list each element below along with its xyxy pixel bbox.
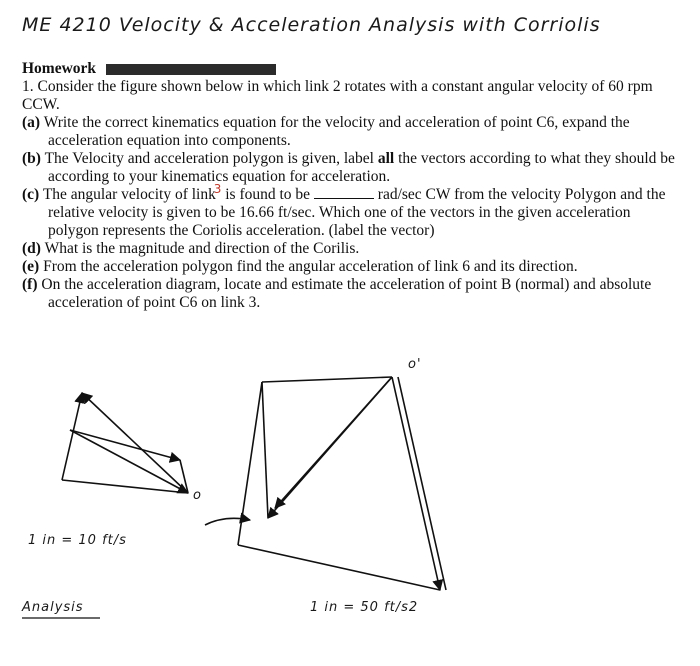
- accel-vector-3: [238, 545, 440, 590]
- accel-vector-8: [275, 377, 392, 508]
- accel-vector-7: [262, 382, 268, 518]
- accel-vector-1: [262, 377, 392, 382]
- part-b-bold: all: [377, 150, 395, 167]
- velocity-vector-1: [82, 393, 188, 493]
- part-c-label: (c): [22, 186, 40, 203]
- part-c-text-3: rad/sec CW from the velocity Polygon and the relative velocity is given to be 16.66 ft/sec. Which one of the vectors in the given acceleration polygon represents the Coriolis acceleration. (label the vector): [48, 186, 666, 239]
- accel-vector-2: [238, 382, 262, 545]
- part-f-label: (f): [22, 276, 38, 293]
- accel-scale-label: 1 in = 50 ft/s2: [310, 600, 419, 615]
- velocity-vector-5: [70, 430, 188, 493]
- part-b-text-1: The Velocity and acceleration polygon is given, label: [44, 150, 374, 167]
- velocity-vector-6: [180, 460, 188, 493]
- part-d-label: (d): [22, 240, 41, 257]
- part-f-text: On the acceleration diagram, locate and estimate the acceleration of point B (normal) and absolute acceleration of point C6 on link 3.: [41, 276, 652, 311]
- part-a-text: Write the correct kinematics equation for the velocity and acceleration of point C6, expand the acceleration equation into components.: [43, 114, 630, 149]
- part-c-text-2: is found to be: [225, 186, 311, 203]
- velocity-vector-3: [62, 480, 188, 493]
- acceleration-polygon: [205, 377, 446, 590]
- curved-arrow: [205, 518, 250, 525]
- velocity-scale-label: 1 in = 10 ft/s: [28, 533, 127, 548]
- question-1: 1. Consider the figure shown below in which link 2 rotates with a constant angular velocity of 60 rpm CCW.: [22, 78, 653, 113]
- red-correction-mark: 3: [213, 182, 222, 196]
- analysis-label: Analysis: [22, 600, 84, 615]
- page-header: ME 4210 Velocity & Acceleration Analysis with Corriolis: [22, 14, 601, 36]
- accel-vector-4: [392, 377, 440, 590]
- part-b-label: (b): [22, 150, 41, 167]
- accel-origin-label: o': [408, 357, 422, 372]
- part-d-text: What is the magnitude and direction of the Corilis.: [44, 240, 360, 257]
- velocity-vector-2: [62, 393, 82, 480]
- velocity-polygon: [62, 393, 188, 493]
- part-e-label: (e): [22, 258, 40, 275]
- velocity-origin-label: o: [193, 488, 202, 503]
- homework-title: Homework: [22, 60, 97, 77]
- part-c-text-1: The angular velocity of link: [42, 186, 216, 203]
- accel-vector-5: [398, 377, 446, 590]
- part-a-label: (a): [22, 114, 41, 131]
- part-b-text-2: the vectors according to what they should be according to your kinematics equation for acceleration.: [48, 150, 675, 185]
- part-e-text: From the acceleration polygon find the angular acceleration of link 6 and its direction.: [43, 258, 578, 275]
